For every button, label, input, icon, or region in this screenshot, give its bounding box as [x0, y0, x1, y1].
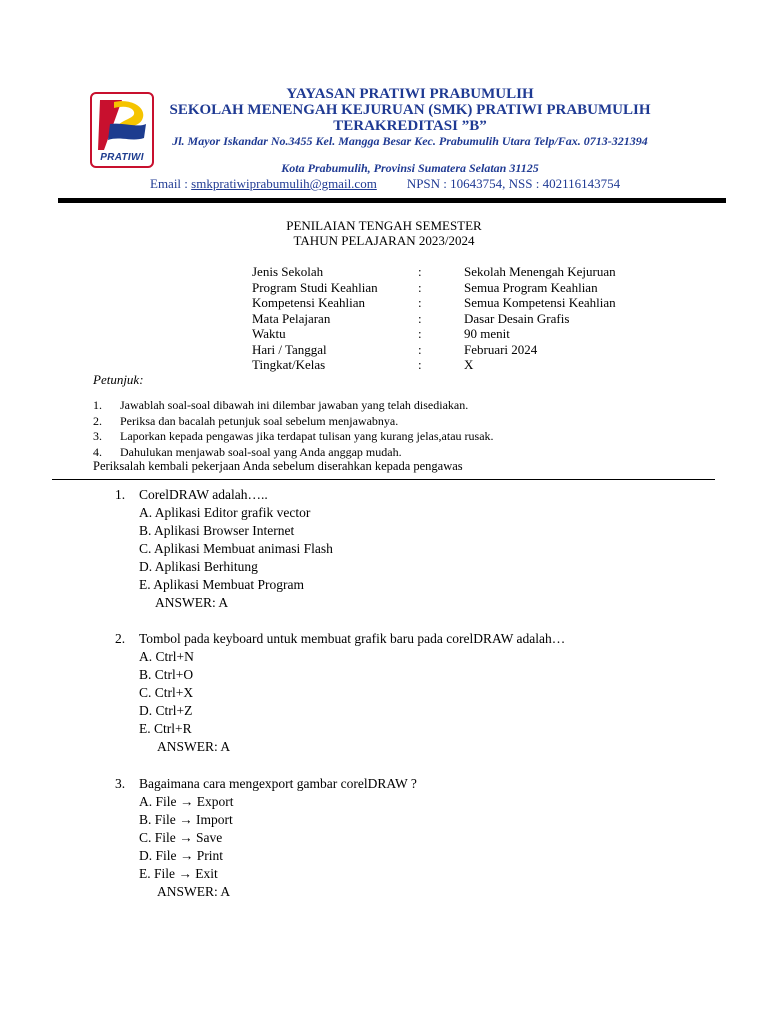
question-text: Bagaimana cara mengexport gambar corelDRAW ?: [139, 776, 417, 791]
school-address: Jl. Mayor Iskandar No.3455 Kel. Mangga Besar Kec. Prabumulih Utara Telp/Fax. 0713-321394: [172, 134, 648, 148]
answer-option: B. Ctrl+O: [139, 667, 194, 682]
instructions-heading: Petunjuk:: [93, 372, 144, 387]
exam-title: PENILAIAN TENGAH SEMESTER: [286, 218, 482, 233]
answer-option: A. Aplikasi Editor grafik vector: [139, 505, 311, 520]
detail-label: Waktu: [252, 326, 286, 341]
answer-option: A. File → Export: [139, 794, 234, 809]
question-2: [115, 630, 566, 756]
answer-option: C. File → Save: [139, 830, 223, 845]
answer-option: D. File → Print: [139, 848, 224, 863]
instruction-text: Laporkan kepada pengawas jika terdapat tulisan yang kurang jelas,atau rusak.: [120, 429, 494, 443]
instruction-text: Dahulukan menjawab soal-soal yang Anda anggap mudah.: [120, 444, 402, 459]
answer-key: ANSWER: A: [157, 884, 231, 899]
instruction-text: Jawablah soal-soal dibawah ini dilembar jawaban yang telah disediakan.: [120, 398, 469, 412]
detail-colon: :: [418, 264, 422, 279]
instructions-closing: Periksalah kembali pekerjaan Anda sebelum diserahkan kepada pengawas: [93, 459, 463, 473]
question-number: 2.: [115, 631, 126, 646]
detail-label: Program Studi Keahlian: [252, 279, 378, 295]
detail-row: [252, 295, 672, 311]
answer-option: E. Ctrl+R: [139, 721, 192, 736]
detail-label: Kompetensi Keahlian: [252, 295, 365, 310]
answer-option: D. Aplikasi Berhitung: [139, 559, 258, 574]
foundation-name: YAYASAN PRATIWI PRABUMULIH: [286, 86, 534, 102]
detail-value: Semua Kompetensi Keahlian: [464, 295, 616, 310]
answer-option: B. File → Import: [139, 812, 233, 827]
detail-label: Hari / Tanggal: [252, 341, 327, 357]
instruction-item: [93, 445, 693, 461]
question-stem: [115, 486, 333, 504]
detail-value: 90 menit: [464, 326, 510, 341]
answer-key: ANSWER: A: [155, 595, 229, 610]
detail-value: Dasar Desain Grafis: [464, 310, 570, 326]
school-name: SEKOLAH MENENGAH KEJURUAN (SMK) PRATIWI PRABUMULIH: [169, 102, 651, 118]
npsn-nss: NPSN : 10643754, NSS : 402116143754: [406, 176, 621, 191]
detail-row: [252, 326, 672, 342]
detail-row: [252, 311, 672, 327]
detail-value: Sekolah Menengah Kejuruan: [464, 264, 616, 279]
question-3: [115, 775, 417, 901]
instruction-text: Periksa dan bacalah petunjuk soal sebelum menjawabnya.: [120, 413, 399, 428]
detail-colon: :: [418, 326, 422, 341]
detail-colon: :: [418, 310, 422, 326]
answer-option: B. Aplikasi Browser Internet: [139, 523, 295, 538]
detail-row: [252, 342, 672, 358]
question-number: 3.: [115, 776, 126, 791]
exam-year: TAHUN PELAJARAN 2023/2024: [293, 233, 475, 248]
detail-colon: :: [418, 295, 422, 310]
answer-option: C. Ctrl+X: [139, 685, 194, 700]
accreditation: TERAKREDITASI ”B”: [333, 118, 487, 134]
detail-label: Jenis Sekolah: [252, 264, 324, 279]
instruction-number: 3.: [93, 429, 102, 443]
instruction-number: 4.: [93, 444, 102, 459]
question-number: 1.: [115, 487, 126, 502]
question-stem: [115, 775, 417, 793]
answer-option: A. Ctrl+N: [139, 649, 194, 664]
question-stem: [115, 630, 566, 648]
answer-key: ANSWER: A: [157, 739, 231, 754]
question-text: CorelDRAW adalah…..: [139, 487, 268, 502]
email-link[interactable]: smkpratiwiprabumulih@gmail.com: [191, 176, 377, 191]
answer-option: C. Aplikasi Membuat animasi Flash: [139, 541, 333, 556]
detail-label: Mata Pelajaran: [252, 310, 331, 326]
detail-colon: :: [418, 279, 422, 295]
contact-line: [150, 176, 620, 192]
instruction-item: [93, 414, 693, 430]
email-label: Email :: [150, 176, 192, 191]
question-text: Tombol pada keyboard untuk membuat grafik baru pada corelDRAW adalah…: [139, 631, 566, 646]
answer-option: E. File → Exit: [139, 866, 218, 881]
school-city: Kota Prabumulih, Provinsi Sumatera Selatan 31125: [281, 161, 539, 175]
instruction-item: [93, 429, 693, 445]
question-1: [115, 486, 333, 612]
instruction-item: [93, 398, 693, 414]
instruction-number: 1.: [93, 398, 102, 412]
detail-colon: :: [418, 357, 422, 372]
section-divider: [52, 479, 715, 480]
detail-row: [252, 357, 672, 373]
detail-row: [252, 264, 672, 280]
answer-option: E. Aplikasi Membuat Program: [139, 577, 304, 592]
logo-text: PRATIWI: [100, 152, 144, 163]
instruction-number: 2.: [93, 413, 102, 428]
detail-colon: :: [418, 341, 422, 357]
detail-value: X: [464, 357, 474, 372]
header-divider: [58, 198, 726, 203]
detail-value: Semua Program Keahlian: [464, 279, 598, 295]
instructions-list: [93, 398, 693, 460]
detail-label: Tingkat/Kelas: [252, 357, 326, 372]
letterhead: [0, 0, 768, 200]
school-logo: [90, 92, 154, 168]
detail-row: [252, 280, 672, 296]
exam-details: [252, 264, 672, 373]
detail-value: Februari 2024: [464, 341, 538, 357]
answer-option: D. Ctrl+Z: [139, 703, 193, 718]
